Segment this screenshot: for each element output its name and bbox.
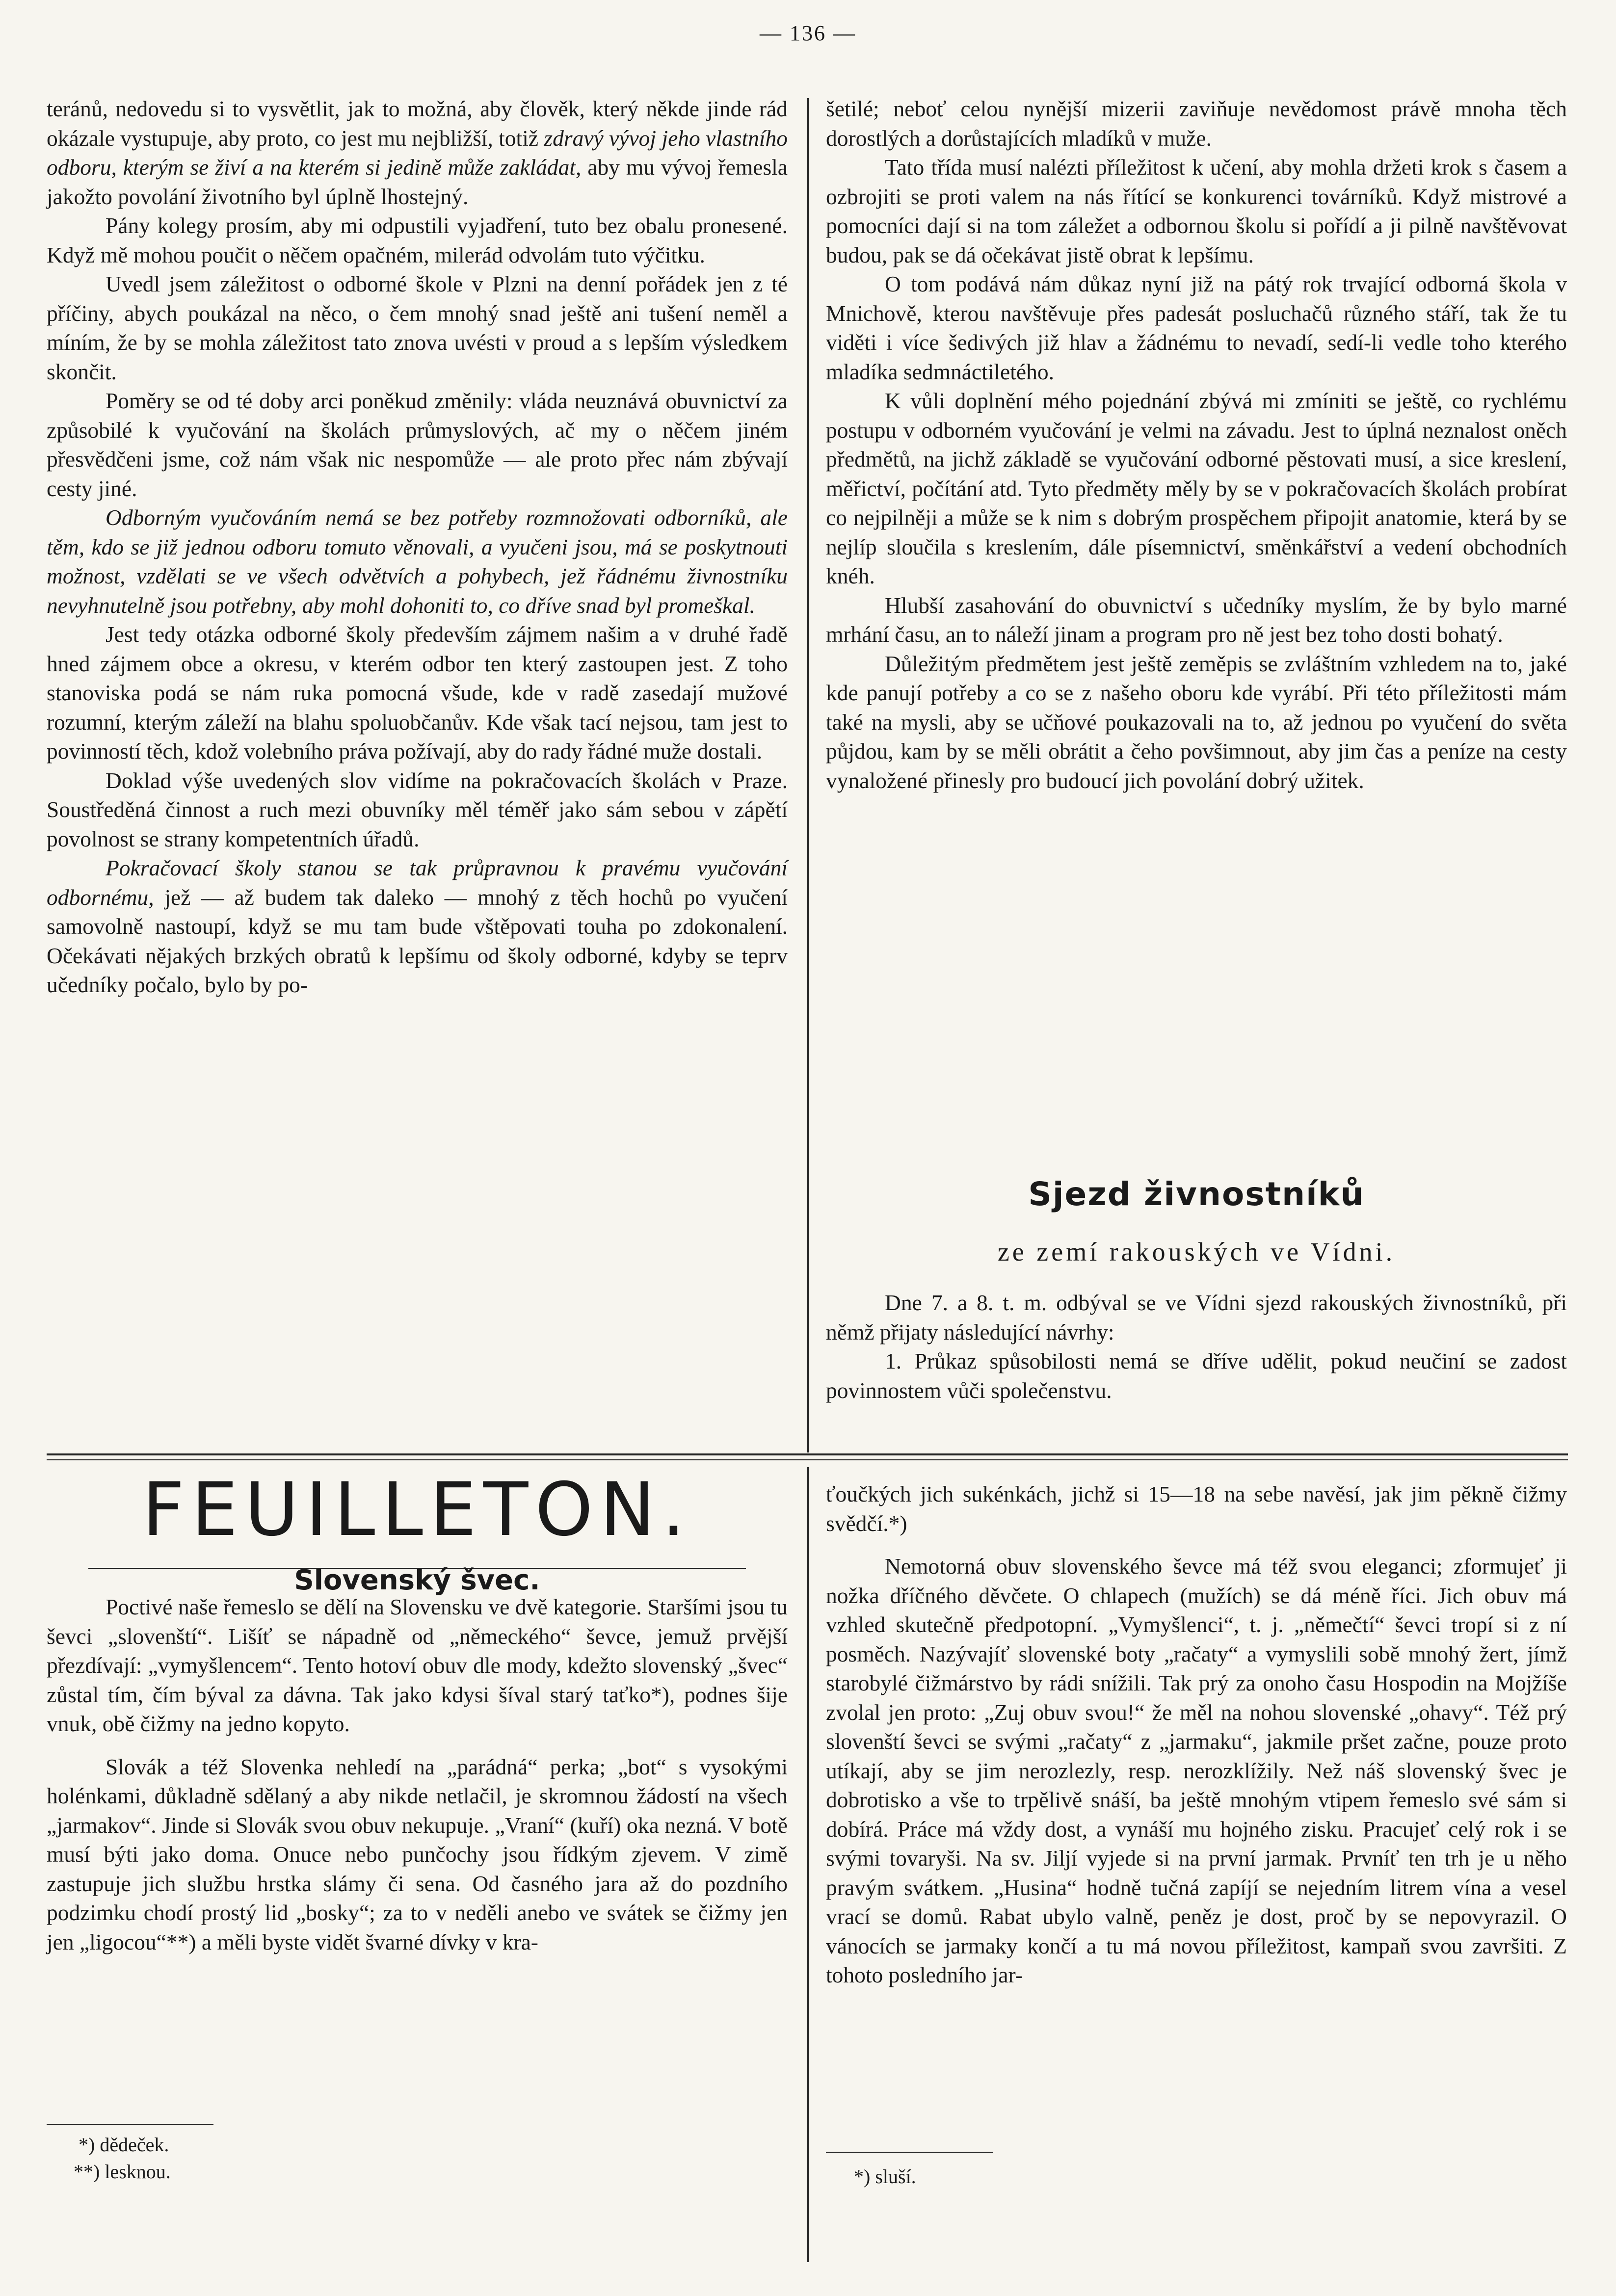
paragraph: Hlubší zasahování do obuvnictví s učedníky myslím, že by bylo marné mrhání času, an to náleží jinam a program pro ně jest bez toho dosti bohatý.	[826, 592, 1567, 647]
footnote-rule-right	[826, 2152, 993, 2153]
paragraph-italic: Odborným vyučováním nemá se bez potřeby rozmnožovati odborníků, ale těm, kdo se již jednou odboru tomuto věnovali, a vyučeni jsou, má se poskytnouti možnost, vzdělati se ve všech odvětvích a pohybech, jež řádnému živnostníku nevyhnutelně jsou potřebny, aby mohl dohoniti to, co dříve snad byl promeškal.	[47, 505, 788, 618]
left-column-bottom	[47, 1592, 788, 1956]
right-column-top	[826, 94, 1567, 795]
paragraph: Poměry se od té doby arci poněkud změnily: vláda neuznává obuvnictví za způsobilé k vyučování na školách průmyslových, ač my o něčem jiném přesvědčeni jsme, což nám však nic nespomůže — ale proto přec nám zbývají cesty jiné.	[47, 388, 788, 501]
paragraph: Uvedl jsem záležitost o odborné škole v Plzni na denní pořádek jen z té příčiny, abych poukázal na něco, o čem mnohý snad ještě ani tušení neměl a míním, že by se mohla záležitost tato znova uvésti v proud a s lepším výsledkem skončit.	[47, 271, 788, 384]
paragraph: Jest tedy otázka odborné školy především zájmem našim a v druhé řadě hned zájmem obce a okresu, v kterém odbor ten který zastoupen jest. Z toho stanoviska podá se nám ruka pomocná všude, kde v radě zasedají mužové rozumní, kterým záleží na blahu spoluobčanův. Kde však tací nejsou, tam jest to povinností těch, kdož volebního práva požívají, aby do rady řádné muže dostali.	[47, 622, 788, 764]
paragraph: Pokračovací školy stanou se tak průpravnou k pravému vyučování odbornému, jež — až budem tak daleko — mnohý z těch hochů po vyučení samovolně nastoupí, když se mu tam bude vštěpovati touha po zdokonalení. Očekávati nějakých brzkých obratů k lepšímu od školy odborné, kdyby se teprv učedníky počalo, bylo by po-	[47, 855, 788, 997]
horizontal-divider-thin	[47, 1459, 1568, 1460]
page-number: — 136 —	[760, 21, 856, 45]
column-divider-top	[807, 98, 809, 1452]
paragraph: K vůli doplnění mého pojednání zbývá mi zmíniti se ještě, co rychlému postupu v odborném vyučování je velmi na závadu. Jest to úplná neznalost oněch předmětů, na jichž základě se vyučování odborné pěstovati musí, a sice kreslení, měřictví, počítání atd. Tyto předměty měly by se v pokračovacích školách probírat co nejpilněji a může se k nim s dobrým prospěchem připojit anatomie, která by se nejlíp sloučila s kreslením, dále písemnictví, směnkářství a vedení obchodních knéh.	[826, 388, 1567, 588]
footnote: *) sluší.	[854, 2165, 916, 2188]
paragraph: Tato třída musí nalézti příležitost k učení, aby mohla držeti krok s časem a ozbrojiti se proti valem na nás řítící se konkurenci továrníků. Když mistrové a pomocníci dají si na tom záležet a odbornou školu si pořídí a ji pilně navštěvovat budou, pak se dá očekávat jistě obrat k lepšímu.	[826, 155, 1567, 267]
section-title: Sjezd živnostníků	[1028, 1175, 1365, 1213]
section-subtitle: ze zemí rakouských ve Vídni.	[997, 1237, 1396, 1267]
paragraph: Doklad výše uvedených slov vidíme na pokračovacích školách v Praze. Soustředěná činnost a ruch mezi obuvníky měl téměř jako sám sebou v zápětí povolnost se strany kompetentních úřadů.	[47, 767, 788, 851]
paragraph: Nemotorná obuv slovenského ševce má též svou eleganci; zformujeť ji nožka dříčného děvčete. O chlapech (mužích) se dá méně říci. Jich obuv má vzhled skutečně předpotopní. „Vymyšlenci“, t. j. „němečtí“ ševci tropí si z ní posměch. Nazývajíť slovenské boty „račaty“ a vymyslili sobě mnohý žert, jímž starobylé čižmárstvo by rádi snížili. Tak prý za onoho času Hospodin na Mojžíše zvolal jen proto: „Zuj obuv svou!“ že měl na nohou slovenské „ohavy“. Též prý slovenští ševci se svými „račaty“ z „jarmaku“, jakmile pršet začne, pouze proto utíkají, aby se jim nerozlezly, resp. nerozklížily. Než náš slovenský švec je dobrotisko a vše to trpělivě snáší, ba ještě mnohým vtipem řemeslo své sám si dobírá. Práce má vždy dost, a vynáší mu hojného zisku. Pracujeť celý rok i se svými tovaryši. Na sv. Jiljí vyjede si na první jarmak. Prvníť ten trh je u něho pravým svátkem. „Husina“ hodně tučná zapíjí se nejedním litrem vína a vesel vrací se domů. Rabat ubylo valně, peněz je dost, proč by se nepovyrazil. O vánocích se jarmaky končí a tu má novou příležitost, kampaň svou završiti. Z tohoto posledního jar-	[826, 1554, 1567, 1987]
right-column-bottom	[826, 1479, 1567, 1990]
paragraph: 1. Průkaz spůsobilosti nemá se dříve udělit, pokud neučiní se zadost povinnostem vůči společenstvu.	[826, 1348, 1567, 1403]
footnote: *) dědeček.	[79, 2134, 169, 2156]
footnote-rule-left	[47, 2124, 213, 2125]
paragraph: Pány kolegy prosím, aby mi odpustili vyjadření, tuto bez obalu pronesené. Když mě mohou poučit o něčem opačném, milerád odvolám tuto výčitku.	[47, 213, 788, 267]
paragraph: O tom podává nám důkaz nyní již na pátý rok trvající odborná škola v Mnichově, kterou navštěvuje přes padesát posluchačů různého stáří, tak že tu viděti i více šedivých již hlav a žádnému to nevadí, sedí-li vedle toho kterého mladíka sedmnáctiletého.	[826, 271, 1567, 384]
paragraph: šetilé; neboť celou nynější mizerii zaviňuje nevědomost právě mnoha těch dorostlých a dorůstajících mladíků v muže.	[826, 96, 1567, 151]
paragraph: Důležitým předmětem jest ještě zeměpis se zvláštním vzhledem na to, jaké kde panují potřeby a co se z našeho oboru kde vyrábí. Při této příležitosti mám také na mysli, aby se učňové poukazovali na to, až jednou po vyučení do světa půjdou, kam by se měli obrátit a čeho povšimnout, aby jim čas a peníze na cesty vynaložené přinesly pro budoucí jich povolání dobrý užitek.	[826, 651, 1567, 793]
paragraph: Slovák a též Slovenka nehledí na „parádná“ perka; „bot“ s vysokými holénkami, důkladně sdělaný a aby nikde netlačil, je skromnou žádostí na všech „jarmakov“. Jinde si Slovák svou obuv nekupuje. „Vraní“ (kuří) oka nezná. V botě musí býti jako doma. Onuce nebo punčochy jsou řídkým zjevem. V zimě zastupuje jich službu hrstka slámy či sena. Od časného jara až do pozdního podzimku chodí prostý lid „bosky“; za to v neděli anebo ve svátek se čižmy jen jen „ligocou“**) a měli byste vidět švarné dívky v kra-	[47, 1754, 788, 1954]
horizontal-divider	[47, 1453, 1568, 1455]
footnote: **) lesknou.	[74, 2161, 171, 2183]
left-column-top	[47, 94, 788, 1000]
story-title: Slovenský švec.	[294, 1564, 540, 1596]
paragraph: Dne 7. a 8. t. m. odbýval se ve Vídni sjezd rakouských živnostníků, při němž přijaty následující návrhy:	[826, 1290, 1567, 1345]
paragraph: Poctivé naše řemeslo se dělí na Slovensku ve dvě kategorie. Staršími jsou tu ševci „slovenští“. Lišíť se nápadně od „německého“ ševce, jemuž prvější přezdívají: „vymyšlencem“. Tento hotoví obuv dle mody, kdežto slovenský „švec“ zůstal tím, čím býval za dávna. Tak jako kdysi šíval starý taťko*), podnes šije vnuk, obě čižmy na jedno kopyto.	[47, 1594, 788, 1736]
paragraph: ťoučkých jich sukénkách, jichž si 15—18 na sebe navěsí, jak jim pěkně čižmy svědčí.*)	[826, 1481, 1567, 1536]
column-divider-bottom	[807, 1467, 809, 2262]
section-body	[826, 1288, 1567, 1405]
paragraph: teránů, nedovedu si to vysvětlit, jak to možná, aby člověk, který někde jinde rád okázale vystupuje, aby proto, co jest mu nejbližší, totiž zdravý vývoj jeho vlastního odboru, kterým se živí a na kterém si jedině může zakládat, aby mu vývoj řemesla jakožto povolání životního byl úplně lhostejný.	[47, 96, 788, 209]
feuilleton-heading: FEUILLETON.	[142, 1467, 692, 1553]
